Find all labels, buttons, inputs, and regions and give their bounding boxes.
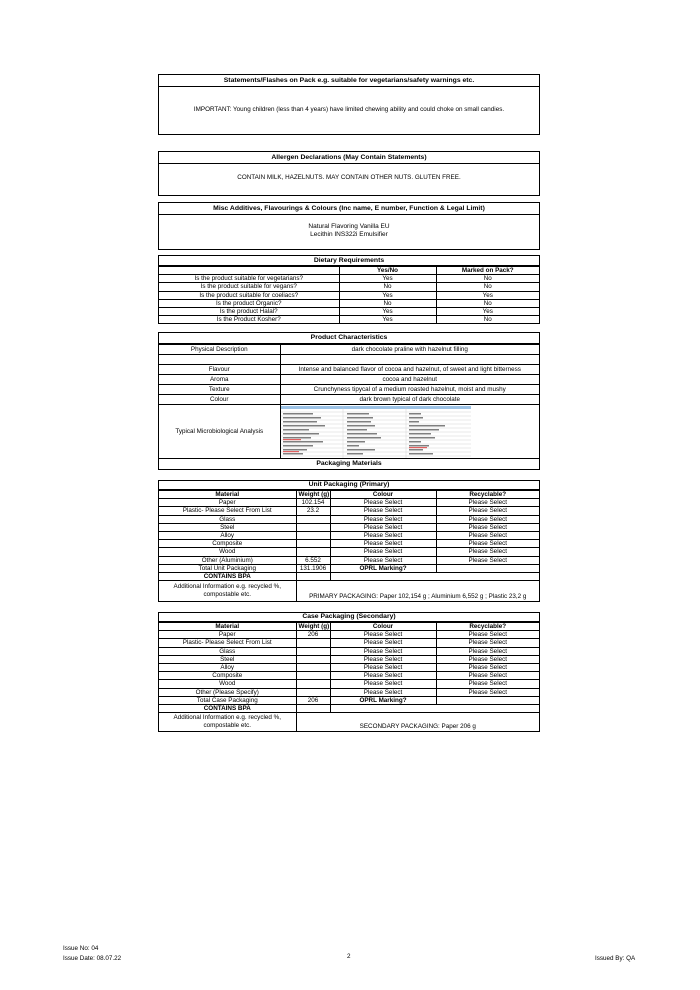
header-recyclable: Recyclable? xyxy=(436,491,539,499)
dietary-answer: Yes xyxy=(339,291,436,299)
weight-cell xyxy=(296,664,330,672)
misc-line-2: Lecithin INS322i Emulsifier xyxy=(310,231,388,238)
dietary-marked: No xyxy=(436,316,539,324)
recyclable-select[interactable]: Please Select xyxy=(436,639,539,647)
dietary-header-marked: Marked on Pack? xyxy=(436,267,539,275)
texture-value: Crunchyness tipycal of a medium roasted hazelnut, moist and mushy xyxy=(280,385,539,395)
material-cell: Paper xyxy=(159,499,296,507)
colour-select[interactable]: Please Select xyxy=(330,548,436,556)
recyclable-select[interactable]: Please Select xyxy=(436,540,539,548)
statements-section xyxy=(158,74,540,135)
case-packaging-title: Case Packaging (Secondary) xyxy=(159,613,539,622)
flavour-value: Intense and balanced flavor of cocoa and hazelnut, of sweet and light bitterness xyxy=(280,365,539,375)
weight-cell: 206 xyxy=(296,631,330,639)
additional-info-label-line-1: Additional Information e.g. recycled %, xyxy=(173,714,281,722)
weight-cell xyxy=(296,655,330,663)
recyclable-select[interactable]: Please Select xyxy=(436,548,539,556)
colour-select[interactable]: Please Select xyxy=(330,664,436,672)
weight-cell xyxy=(296,647,330,655)
material-cell: Wood xyxy=(159,548,296,556)
header-colour: Colour xyxy=(330,491,436,499)
recyclable-select[interactable]: Please Select xyxy=(436,664,539,672)
weight-cell xyxy=(296,540,330,548)
material-cell: Composite xyxy=(159,672,296,680)
blank-cell xyxy=(330,573,539,581)
aroma-label: Aroma xyxy=(159,375,280,385)
additional-info-label-line-2: compostable etc. xyxy=(203,722,252,730)
unit-packaging-section xyxy=(158,480,540,602)
oprl-marking-label: OPRL Marking? xyxy=(330,696,436,704)
statements-title: Statements/Flashes on Pack e.g. suitable for vegetarians/safety warnings etc. xyxy=(159,75,539,87)
allergen-text: CONTAIN MILK, HAZELNUTS. MAY CONTAIN OTHER NUTS. GLUTEN FREE. xyxy=(237,174,461,181)
page-number: 2 xyxy=(347,953,351,960)
material-cell: Steel xyxy=(159,523,296,531)
dietary-answer: Yes xyxy=(339,316,436,324)
colour-select[interactable]: Please Select xyxy=(330,647,436,655)
total-unit-packaging-label: Total Unit Packaging xyxy=(159,564,296,572)
recyclable-select[interactable]: Please Select xyxy=(436,647,539,655)
weight-cell: 6.552 xyxy=(296,556,330,564)
dietary-answer: No xyxy=(339,299,436,307)
statements-text: IMPORTANT: Young children (less than 4 years) have limited chewing ability and could choke on small candies. xyxy=(193,106,505,113)
colour-label: Colour xyxy=(159,395,280,405)
total-case-packaging-value: 206 xyxy=(296,696,330,704)
contains-bpa-label: CONTAINS BPA xyxy=(159,573,296,581)
dietary-marked: No xyxy=(436,275,539,283)
recyclable-select[interactable]: Please Select xyxy=(436,523,539,531)
blank-cell xyxy=(330,705,539,713)
colour-select[interactable]: Please Select xyxy=(330,688,436,696)
colour-select[interactable]: Please Select xyxy=(330,655,436,663)
flavour-label: Flavour xyxy=(159,365,280,375)
colour-select[interactable]: Please Select xyxy=(330,680,436,688)
header-weight: Weight (g) xyxy=(296,491,330,499)
product-characteristics-title: Product Characteristics xyxy=(159,333,539,344)
weight-cell xyxy=(296,515,330,523)
dietary-question: Is the Product Kosher? xyxy=(159,316,339,324)
dietary-question: Is the product suitable for vegetarians? xyxy=(159,275,339,283)
header-weight: Weight (g) xyxy=(296,623,330,631)
dietary-question: Is the product suitable for coeliacs? xyxy=(159,291,339,299)
micro-analysis-image-cell xyxy=(280,405,539,459)
material-cell: Wood xyxy=(159,680,296,688)
blank-cell xyxy=(159,355,280,365)
product-characteristics-section xyxy=(158,332,540,470)
colour-select[interactable]: Please Select xyxy=(330,499,436,507)
oprl-marking-value[interactable] xyxy=(436,696,539,704)
weight-cell xyxy=(296,532,330,540)
contains-bpa-value[interactable] xyxy=(296,705,330,713)
dietary-marked: No xyxy=(436,283,539,291)
total-unit-packaging-value: 131.1906 xyxy=(296,564,330,572)
colour-select[interactable]: Please Select xyxy=(330,515,436,523)
misc-additives-section xyxy=(158,202,540,250)
oprl-marking-value[interactable] xyxy=(436,564,539,572)
physical-description-label: Physical Description xyxy=(159,345,280,355)
weight-cell xyxy=(296,548,330,556)
recyclable-select[interactable]: Please Select xyxy=(436,680,539,688)
material-cell: Other (Aluminium) xyxy=(159,556,296,564)
material-cell: Alloy xyxy=(159,532,296,540)
dietary-section xyxy=(158,255,540,324)
contains-bpa-value[interactable] xyxy=(296,573,330,581)
additional-info-label-line-1: Additional Information e.g. recycled %, xyxy=(173,583,281,591)
weight-cell xyxy=(296,639,330,647)
additional-info-value[interactable]: SECONDARY PACKAGING: Paper 206 g xyxy=(296,713,539,732)
material-cell[interactable]: Plastic- Please Select From List xyxy=(159,507,296,515)
dietary-question: Is the product Organic? xyxy=(159,299,339,307)
recyclable-select[interactable]: Please Select xyxy=(436,507,539,515)
allergen-section xyxy=(158,151,540,196)
misc-additives-title: Misc Additives, Flavourings & Colours (Inc name, E number, Function & Legal Limit) xyxy=(159,203,539,215)
material-cell: Other (Please Specify) xyxy=(159,688,296,696)
colour-select[interactable]: Please Select xyxy=(330,631,436,639)
header-recyclable: Recyclable? xyxy=(436,623,539,631)
material-cell[interactable]: Plastic- Please Select From List xyxy=(159,639,296,647)
header-material: Material xyxy=(159,491,296,499)
material-cell: Glass xyxy=(159,515,296,523)
colour-select[interactable]: Please Select xyxy=(330,556,436,564)
dietary-header-yesno: Yes/No xyxy=(339,267,436,275)
header-material: Material xyxy=(159,623,296,631)
recyclable-select[interactable]: Please Select xyxy=(436,655,539,663)
misc-line-1: Natural Flavoring Vanilla EU xyxy=(308,223,390,230)
additional-info-label-line-2: compostable etc. xyxy=(203,591,252,599)
case-packaging-section xyxy=(158,612,540,732)
dietary-answer: Yes xyxy=(339,275,436,283)
recyclable-select[interactable]: Please Select xyxy=(436,688,539,696)
unit-packaging-title: Unit Packaging (Primary) xyxy=(159,481,539,490)
physical-description-value: dark chocolate praline with hazelnut filling xyxy=(280,345,539,355)
recyclable-select[interactable]: Please Select xyxy=(436,672,539,680)
oprl-marking-label: OPRL Marking? xyxy=(330,564,436,572)
micro-analysis-label: Typical Microbiological Analysis xyxy=(159,405,280,459)
colour-value: dark brown typical of dark chocolate xyxy=(280,395,539,405)
material-cell: Steel xyxy=(159,655,296,663)
packaging-materials-title: Packaging Materials xyxy=(159,458,539,469)
weight-cell: 102.154 xyxy=(296,499,330,507)
dietary-marked: Yes xyxy=(436,308,539,316)
total-case-packaging-label: Total Case Packaging xyxy=(159,696,296,704)
colour-select[interactable]: Please Select xyxy=(330,523,436,531)
dietary-question: Is the product Halal? xyxy=(159,308,339,316)
contains-bpa-label: CONTAINS BPA xyxy=(159,705,296,713)
aroma-value: cocoa and hazelnut xyxy=(280,375,539,385)
dietary-title: Dietary Requirements xyxy=(159,256,539,266)
material-cell: Alloy xyxy=(159,664,296,672)
weight-cell xyxy=(296,688,330,696)
issue-date: Issue Date: 08.07.22 xyxy=(63,955,122,962)
micro-analysis-table-image xyxy=(281,406,471,458)
recyclable-select[interactable]: Please Select xyxy=(436,556,539,564)
weight-cell xyxy=(296,680,330,688)
recyclable-select[interactable]: Please Select xyxy=(436,499,539,507)
material-cell: Composite xyxy=(159,540,296,548)
recyclable-select[interactable]: Please Select xyxy=(436,515,539,523)
dietary-marked: Yes xyxy=(436,291,539,299)
weight-cell: 23.2 xyxy=(296,507,330,515)
colour-select[interactable]: Please Select xyxy=(330,672,436,680)
dietary-marked: No xyxy=(436,299,539,307)
recyclable-select[interactable]: Please Select xyxy=(436,631,539,639)
colour-select[interactable]: Please Select xyxy=(330,540,436,548)
material-cell: Glass xyxy=(159,647,296,655)
additional-info-label xyxy=(159,581,296,602)
weight-cell xyxy=(296,672,330,680)
recyclable-select[interactable]: Please Select xyxy=(436,532,539,540)
dietary-answer: Yes xyxy=(339,308,436,316)
header-colour: Colour xyxy=(330,623,436,631)
allergen-title: Allergen Declarations (May Contain Statements) xyxy=(159,152,539,164)
issued-by: Issued By: QA xyxy=(595,955,636,962)
colour-select[interactable]: Please Select xyxy=(330,532,436,540)
dietary-question: Is the product suitable for vegans? xyxy=(159,283,339,291)
colour-select[interactable]: Please Select xyxy=(330,507,436,515)
blank-cell xyxy=(280,355,539,365)
weight-cell xyxy=(296,523,330,531)
dietary-answer: No xyxy=(339,283,436,291)
colour-select[interactable]: Please Select xyxy=(330,639,436,647)
texture-label: Texture xyxy=(159,385,280,395)
additional-info-label xyxy=(159,713,296,732)
dietary-header-blank xyxy=(159,267,339,275)
material-cell: Paper xyxy=(159,631,296,639)
additional-info-value[interactable]: PRIMARY PACKAGING: Paper 102,154 g ; Aluminium 6,552 g ; Plastic 23,2 g xyxy=(296,581,539,602)
issue-number: Issue No: 04 xyxy=(63,945,99,952)
